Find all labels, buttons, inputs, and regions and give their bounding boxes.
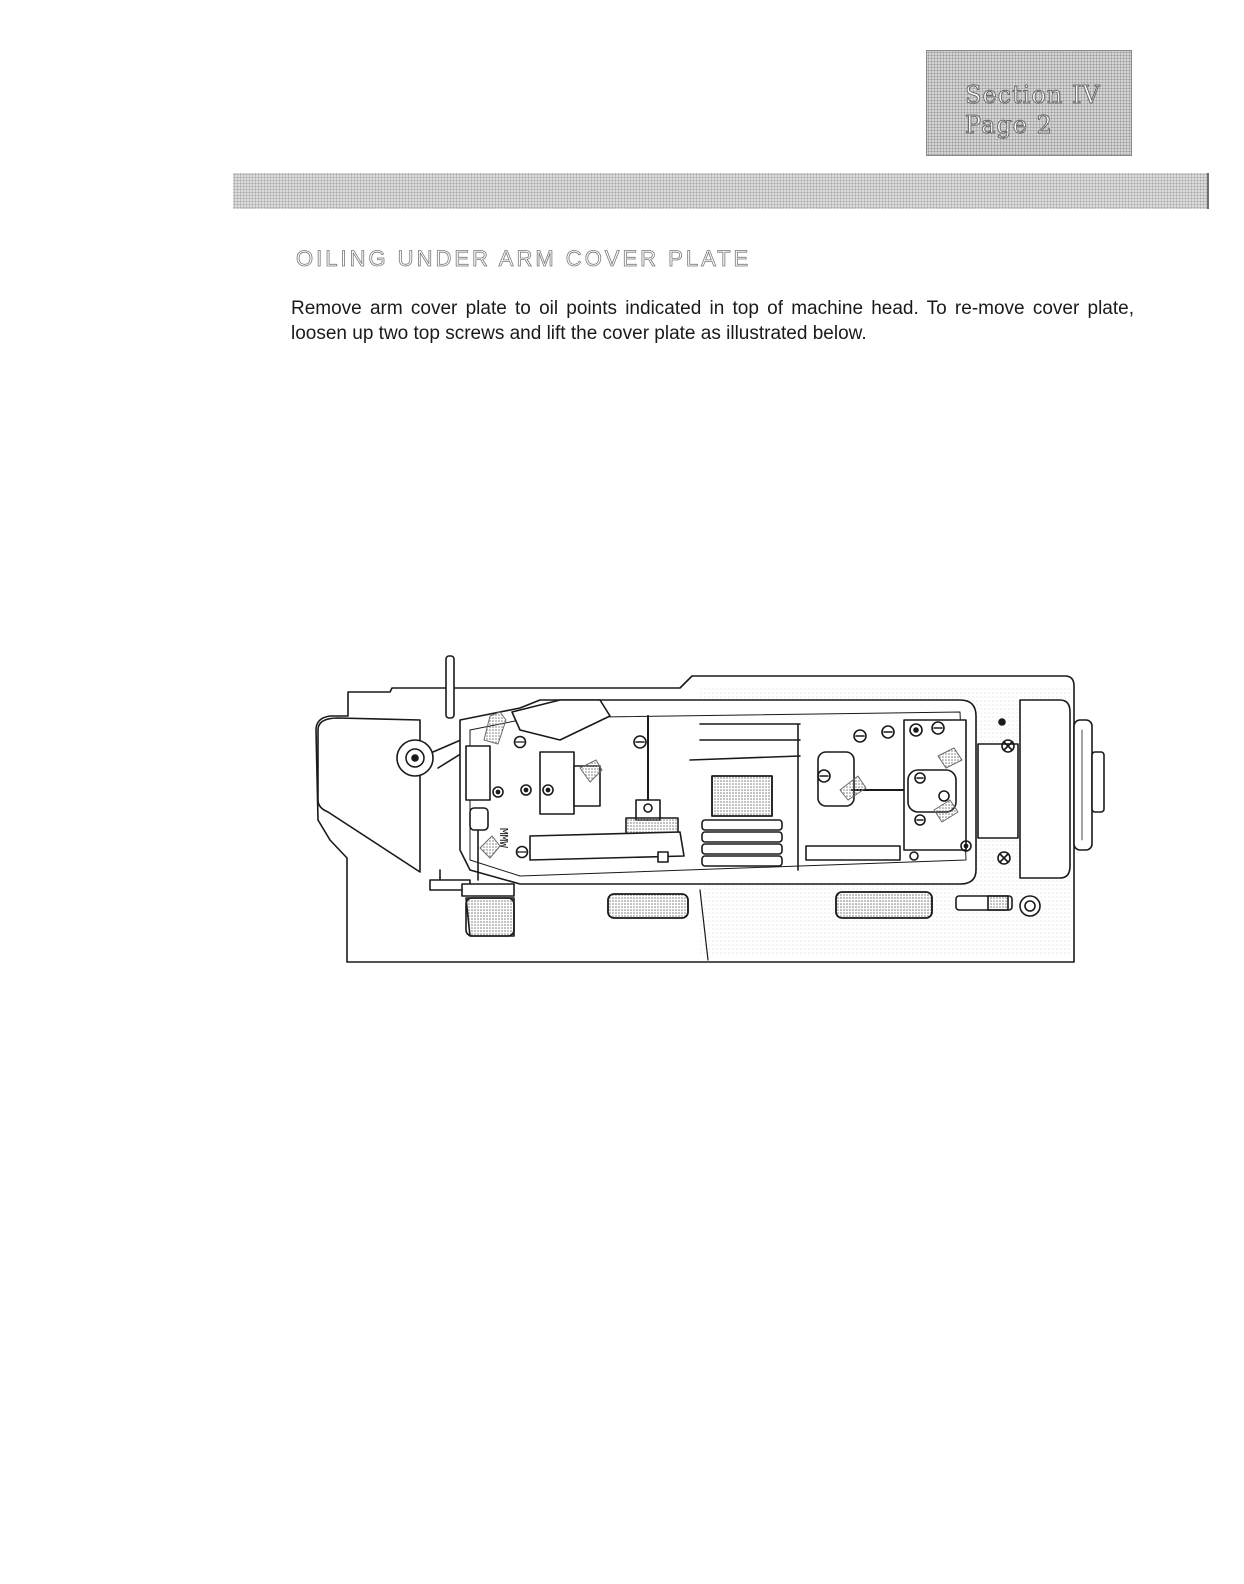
sewing-machine-illustration [312, 650, 1132, 990]
page-heading: OILING UNDER ARM COVER PLATE [296, 246, 752, 271]
section-badge [926, 50, 1132, 156]
instructions-paragraph: Remove arm cover plate to oil points indicated in top of machine head. To re-move cover plate, loosen up two top screws and lift the cover plate as illustrated below. [291, 298, 1134, 344]
page-label: Page 2 [965, 111, 1053, 139]
svg-text:MMW: MMW [497, 828, 510, 848]
header-bar [233, 173, 1209, 209]
spool-pin [446, 656, 454, 718]
section-label: Section IV [965, 81, 1101, 109]
